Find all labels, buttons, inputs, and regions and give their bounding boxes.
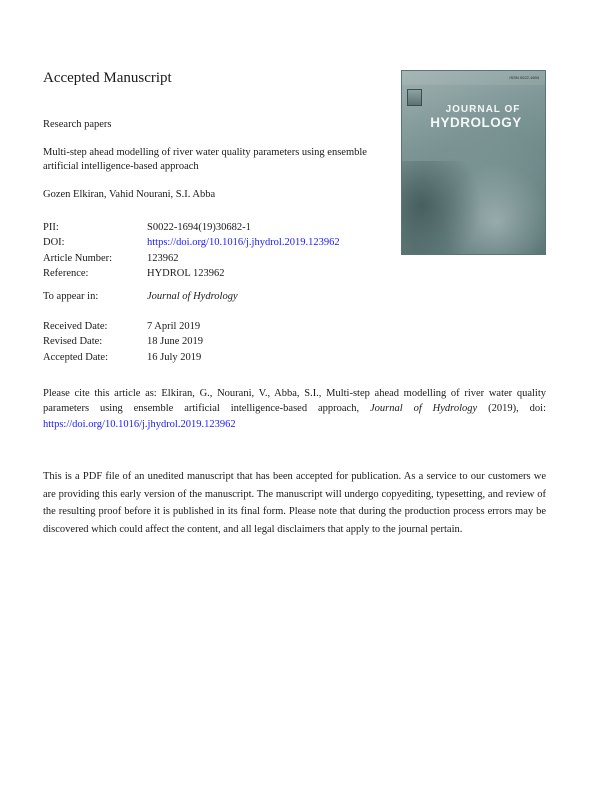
reference-label: Reference: [43, 267, 89, 279]
journal-cover [401, 70, 546, 255]
cover-texture-dark [401, 161, 482, 255]
pii-value: S0022-1694(19)30682-1 [147, 222, 251, 233]
cover-issn: ISSN 0022-1694 [509, 75, 539, 80]
to-appear-in [43, 290, 238, 303]
citation-doi-link[interactable]: https://doi.org/10.1016/j.jhydrol.2019.123962 [43, 418, 236, 430]
authors: Gozen Elkiran, Vahid Nourani, S.I. Abba [43, 189, 216, 200]
date-row-received [43, 319, 203, 334]
page-title: Accepted Manuscript [43, 70, 172, 86]
metadata-row-pii [43, 220, 340, 235]
citation-paragraph [43, 386, 546, 432]
journal-name: Journal of Hydrology [147, 291, 238, 302]
metadata-row-article-number [43, 251, 340, 266]
date-row-accepted [43, 350, 203, 365]
doi-label: DOI: [43, 237, 65, 249]
article-number-value: 123962 [147, 252, 179, 264]
doi-link[interactable]: https://doi.org/10.1016/j.jhydrol.2019.123962 [147, 237, 340, 249]
revised-value: 18 June 2019 [147, 336, 203, 348]
article-number-label: Article Number: [43, 252, 113, 264]
cover-title-line2: HYDROLOGY [430, 115, 522, 130]
date-row-revised [43, 334, 203, 349]
received-label: Received Date: [43, 321, 108, 332]
accepted-value: 16 July 2019 [147, 351, 202, 363]
accepted-label: Accepted Date: [43, 351, 109, 363]
cover-title-line1: JOURNAL OF [445, 104, 521, 115]
metadata-row-reference [43, 266, 340, 281]
reference-value: HYDROL 123962 [147, 267, 225, 279]
dates-table [43, 319, 203, 365]
to-appear-label: To appear in: [43, 291, 99, 302]
publisher-logo-icon [407, 89, 422, 106]
pii-label: PII: [43, 222, 59, 233]
citation-journal: Journal of Hydrology [370, 403, 478, 415]
revised-label: Revised Date: [43, 336, 103, 348]
article-title: Multi-step ahead modelling of river water quality parameters using ensemble artificial intelligence-based approach [43, 147, 367, 172]
metadata-row-doi [43, 235, 340, 250]
section-label: Research papers [43, 119, 112, 130]
metadata-table [43, 220, 340, 281]
received-value: 7 April 2019 [147, 321, 201, 332]
manuscript-notice: This is a PDF file of an unedited manuscript that has been accepted for publication. As a service to our customers we are providing this early version of the manuscript. The manuscript will undergo copyediting, typesetting, and review of the resulting proof before it is published in its final form. Please note that during the production process errors may be discovered which could affect the content, and all legal disclaimers that apply to the journal pertain. [43, 471, 546, 535]
citation-prefix: Please cite this article as: Elkiran, G., Nourani, V., Abba, S.I., Multi-step ahead modelling of river water quality parameters using ensemble artificial intelligence-based approach, [43, 388, 546, 415]
citation-middle: (2019), doi: [477, 403, 546, 415]
